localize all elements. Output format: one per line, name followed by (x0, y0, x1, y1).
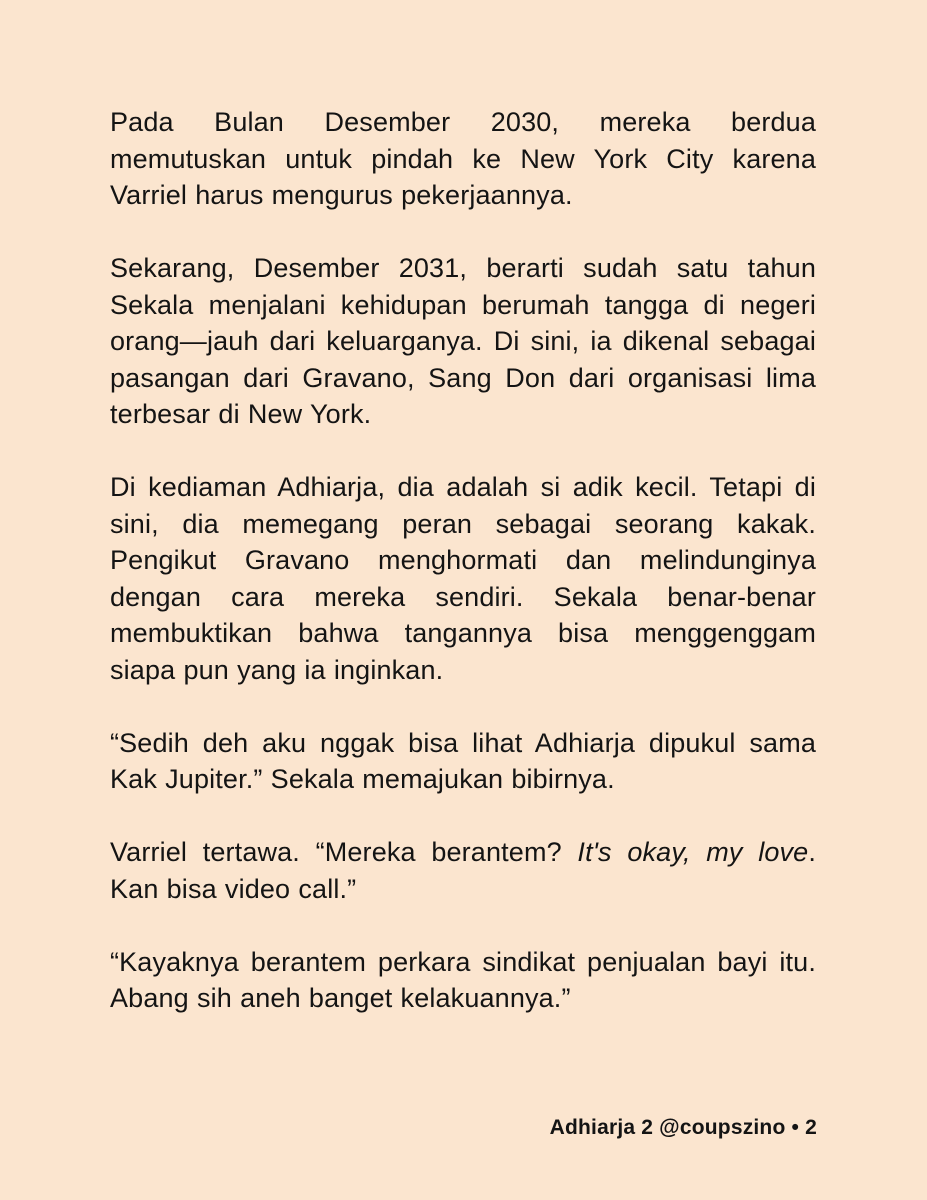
story-paragraph: Di kediaman Adhiarja, dia adalah si adik kecil. Tetapi di sini, dia memegang peran sebagai seorang kakak. Pengikut Gravano menghormati dan melindunginya dengan cara mereka sendiri. Sekala benar-benar membuktikan bahwa tangannya bisa menggenggam siapa pun yang ia inginkan. (110, 472, 816, 685)
story-paragraph-text: . Kan bisa video call.” (110, 837, 816, 904)
story-paragraph-with-italic (110, 834, 816, 907)
story-paragraph: Pada Bulan Desember 2030, mereka berdua memutuskan untuk pindah ke New York City karena Varriel harus mengurus pekerjaannya. (110, 107, 816, 210)
story-paragraph: “Kayaknya berantem perkara sindikat penjualan bayi itu. Abang sih aneh banget kelakuannya.” (110, 946, 816, 1013)
story-paragraph: “Sedih deh aku nggak bisa lihat Adhiarja dipukul sama Kak Jupiter.” Sekala memajukan bibirnya. (110, 727, 816, 794)
story-page (110, 104, 816, 1017)
story-paragraph: Sekarang, Desember 2031, berarti sudah satu tahun Sekala menjalani kehidupan berumah tangga di negeri orang—jauh dari keluarganya. Di sini, ia dikenal sebagai pasangan dari Gravano, Sang Don dari organisasi lima terbesar di New York. (110, 253, 816, 429)
story-paragraph-italic-text: It's okay, my love (577, 837, 809, 867)
story-paragraph-text: Varriel tertawa. “Mereka berantem? (110, 837, 578, 867)
page-footer: Adhiarja 2 @coupszino • 2 (549, 1116, 817, 1139)
